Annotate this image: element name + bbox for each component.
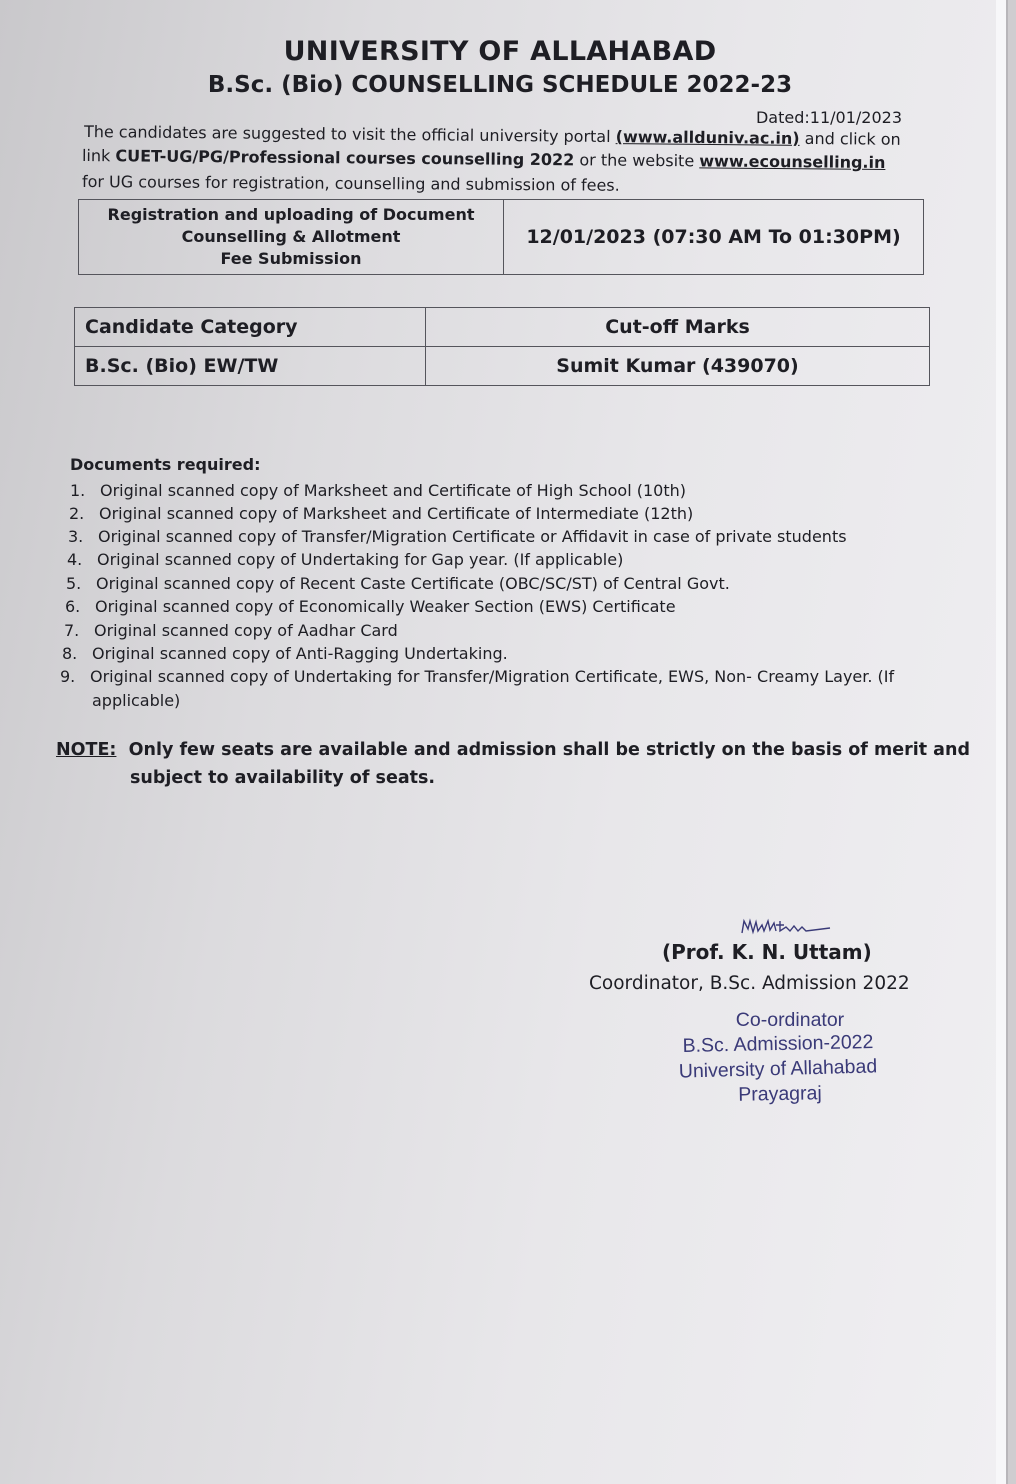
list-item [62,644,508,663]
list-item [65,597,676,616]
activity-item: Registration and uploading of Document [107,205,475,224]
stamp-line: B.Sc. Admission-2022 [682,1031,874,1057]
dated-label: Dated:11/01/2023 [755,108,902,127]
signatory-name: (Prof. K. N. Uttam) [662,940,872,964]
item-number: 6. [65,597,81,616]
list-item [64,621,398,640]
portal-link[interactable]: (www.allduniv.ac.in) [615,127,800,148]
item-text: Original scanned copy of Marksheet and Certificate of Intermediate (12th) [99,504,694,523]
activity-item: Counselling & Allotment [181,227,401,246]
intro-text: and click on [799,128,901,149]
note-line-2: subject to availability of seats. [130,768,436,788]
cutoff-header: Cut-off Marks [426,308,930,347]
note-label: NOTE: [56,740,117,760]
cuet-link-text: CUET-UG/PG/Professional courses counselling 2022 [115,146,575,170]
documents-heading: Documents required: [70,455,261,474]
note-text: Only few seats are available and admission shall be strictly on the basis of merit and [128,740,970,760]
item-text: Original scanned copy of Transfer/Migration Certificate or Affidavit in case of private students [98,527,847,546]
list-item [69,504,693,523]
stamp-line: Co-ordinator [735,1009,845,1031]
item-number: 2. [69,504,85,523]
schedule-table [78,199,924,275]
cutoff-table [74,307,930,386]
signatory-designation: Coordinator, B.Sc. Admission 2022 [589,973,910,994]
item-text: Original scanned copy of Aadhar Card [94,621,398,640]
page-edge [996,0,1006,1484]
stamp-line: University of Allahabad [678,1055,878,1083]
cutoff-cell: Sumit Kumar (439070) [426,347,930,386]
item-text: Original scanned copy of Economically Weaker Section (EWS) Certificate [95,597,676,616]
item-text: Original scanned copy of Marksheet and Certificate of High School (10th) [100,481,686,500]
table-row [75,347,930,386]
category-header: Candidate Category [75,308,426,347]
item-number: 4. [67,550,83,569]
list-item [66,574,730,593]
activity-item: Fee Submission [220,249,362,268]
category-cell: B.Sc. (Bio) EW/TW [75,347,426,386]
item-number: 8. [62,644,78,663]
intro-line-3: for UG courses for registration, counselling and submission of fees. [81,172,620,195]
item-text: Original scanned copy of Undertaking for Transfer/Migration Certificate, EWS, Non- Creamy Layer. (If [90,667,895,686]
schedule-activities-cell [79,200,504,275]
item-number: 5. [66,574,82,593]
schedule-row [79,200,924,275]
list-item [68,527,847,546]
table-header-row [75,308,930,347]
schedule-title: B.Sc. (Bio) COUNSELLING SCHEDULE 2022-23 [207,72,793,98]
item-text: Original scanned copy of Undertaking for Gap year. (If applicable) [97,550,624,569]
item-text: Original scanned copy of Anti-Ragging Undertaking. [92,644,508,663]
intro-text: or the website [574,150,700,171]
university-title: UNIVERSITY OF ALLAHABAD [283,36,717,67]
item-number: 9. [60,667,76,686]
ecounselling-link[interactable]: www.ecounselling.in [699,151,886,173]
intro-text: link [81,146,116,166]
item-number: 3. [68,527,84,546]
item-number: 1. [70,481,86,500]
stamp-line: Prayagraj [738,1082,822,1106]
signature-scribble-icon [740,917,835,937]
note-line-1 [56,740,970,760]
item-text: Original scanned copy of Recent Caste Certificate (OBC/SC/ST) of Central Govt. [96,574,730,593]
schedule-datetime-cell: 12/01/2023 (07:30 AM To 01:30PM) [504,200,924,275]
list-item-continuation: applicable) [92,691,181,710]
item-number: 7. [64,621,80,640]
intro-line-2 [82,146,886,172]
list-item [67,550,623,569]
list-item [70,481,686,500]
list-item [60,667,894,686]
intro-text: The candidates are suggested to visit the official university portal [83,122,616,147]
